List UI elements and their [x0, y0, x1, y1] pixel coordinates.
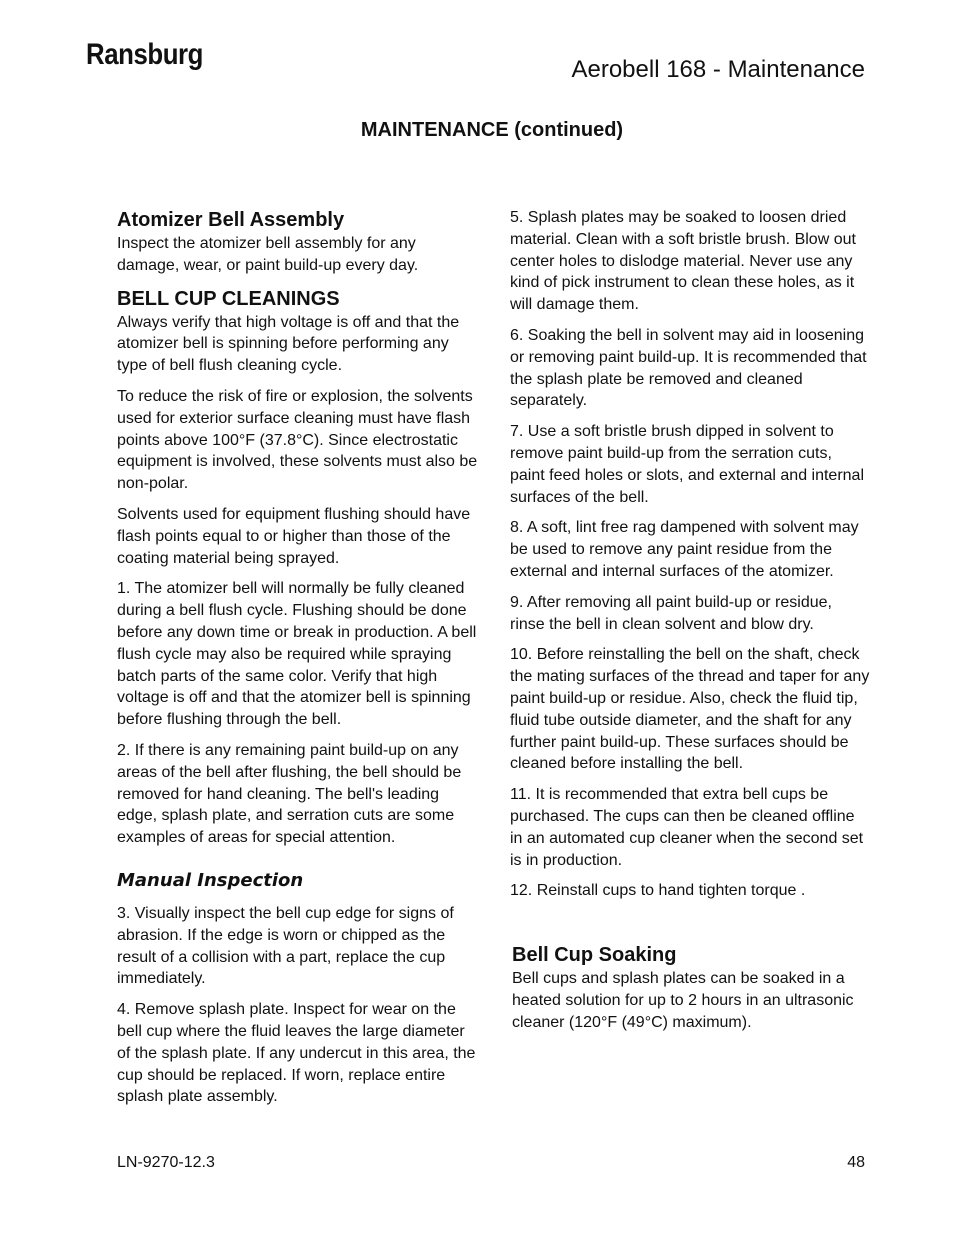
paragraph-step-1: 1. The atomizer bell will normally be fully cleaned during a bell flush cycle. Flushing should be done before any down time or break in production. A bell flush cycle may also be required while spraying batch parts of the same color. Verify that high voltage is off and that the atomizer bell is spinning before flushing through the bell. [117, 580, 477, 729]
paragraph-step-2: 2. If there is any remaining paint build-up on any areas of the bell after flushing, the bell should be removed for hand cleaning. The bell's leading edge, splash plate, and serration cuts are some examples of areas for special attention. [117, 741, 462, 847]
paragraph-atomizer: Inspect the atomizer bell assembly for any damage, wear, or paint build-up every day. [117, 235, 419, 274]
heading-manual-inspection: Manual Inspection [117, 869, 304, 891]
paragraph-step-3: 3. Visually inspect the bell cup edge for signs of abrasion. If the edge is worn or chipped as the result of a collision with a part, replace the cup immediately. [117, 904, 454, 988]
paragraph-soaking: Bell cups and splash plates can be soaked in a heated solution for up to 2 hours in an ultrasonic cleaner (120°F (49°C) maximum). [512, 970, 854, 1031]
heading-bell-cup-cleanings: BELL CUP CLEANINGS [117, 287, 340, 310]
paragraph-flushing-solvents: Solvents used for equipment flushing should have flash points equal to or higher than those of the coating material being sprayed. [117, 505, 471, 567]
right-column [510, 207, 870, 1043]
heading-bell-cup-soaking: Bell Cup Soaking [512, 944, 677, 967]
heading-atomizer-bell-assembly: Atomizer Bell Assembly [117, 209, 345, 231]
document-number: LN-9270-12.3 [117, 1154, 215, 1171]
document-title: Aerobell 168 - Maintenance [571, 56, 865, 83]
paragraph-fire-risk: To reduce the risk of fire or explosion, the solvents used for exterior surface cleaning must have flash points above 100°F (37.8°C). Since electrostatic equipment is involved, these solvents must also be non-polar. [117, 387, 478, 493]
ransburg-logo: Ransburg [86, 38, 203, 71]
paragraph-step-10: 10. Before reinstalling the bell on the shaft, check the mating surfaces of the thread and taper for any paint build-up or residue. Also, check the fluid tip, fluid tube outside diameter, and the shaft for any further paint build-up. These surfaces should be cleaned before installing the bell. [510, 646, 870, 773]
paragraph-step-9: 9. After removing all paint build-up or residue, rinse the bell in clean solvent and blow dry. [510, 593, 832, 633]
paragraph-step-8: 8. A soft, lint free rag dampened with solvent may be used to remove any paint residue from the external and internal surfaces of the atomizer. [510, 519, 859, 580]
paragraph-verify-voltage: Always verify that high voltage is off and that the atomizer bell is spinning before performing any type of bell flush cleaning cycle. [117, 313, 460, 375]
paragraph-step-6: 6. Soaking the bell in solvent may aid in loosening or removing paint build-up. It is recommended that the splash plate be removed and cleaned separately. [510, 326, 867, 410]
section-title: MAINTENANCE (continued) [360, 119, 624, 141]
paragraph-step-12: 12. Reinstall cups to hand tighten torque . [510, 882, 806, 900]
paragraph-step-7: 7. Use a soft bristle brush dipped in solvent to remove paint build-up from the serration cuts, paint feed holes or slots, and external and internal surfaces of the bell. [510, 423, 865, 506]
paragraph-step-11: 11. It is recommended that extra bell cups be purchased. The cups can then be cleaned offline in an automated cup cleaner when the second set is in production. [510, 786, 864, 869]
bell-cup-soaking-section [512, 942, 870, 1033]
paragraph-step-4: 4. Remove splash plate. Inspect for wear on the bell cup where the fluid leaves the large diameter of the splash plate. If any undercut in this area, the cup should be replaced. If worn, replace entire splash plate assembly. [117, 1001, 476, 1106]
page-number: 48 [847, 1154, 865, 1171]
left-column [117, 207, 479, 1117]
paragraph-step-5: 5. Splash plates may be soaked to loosen dried material. Clean with a soft bristle brush. Blow out center holes to dislodge material. Never use any kind of pick instrument to clean these holes, as it will damage them. [510, 209, 856, 314]
